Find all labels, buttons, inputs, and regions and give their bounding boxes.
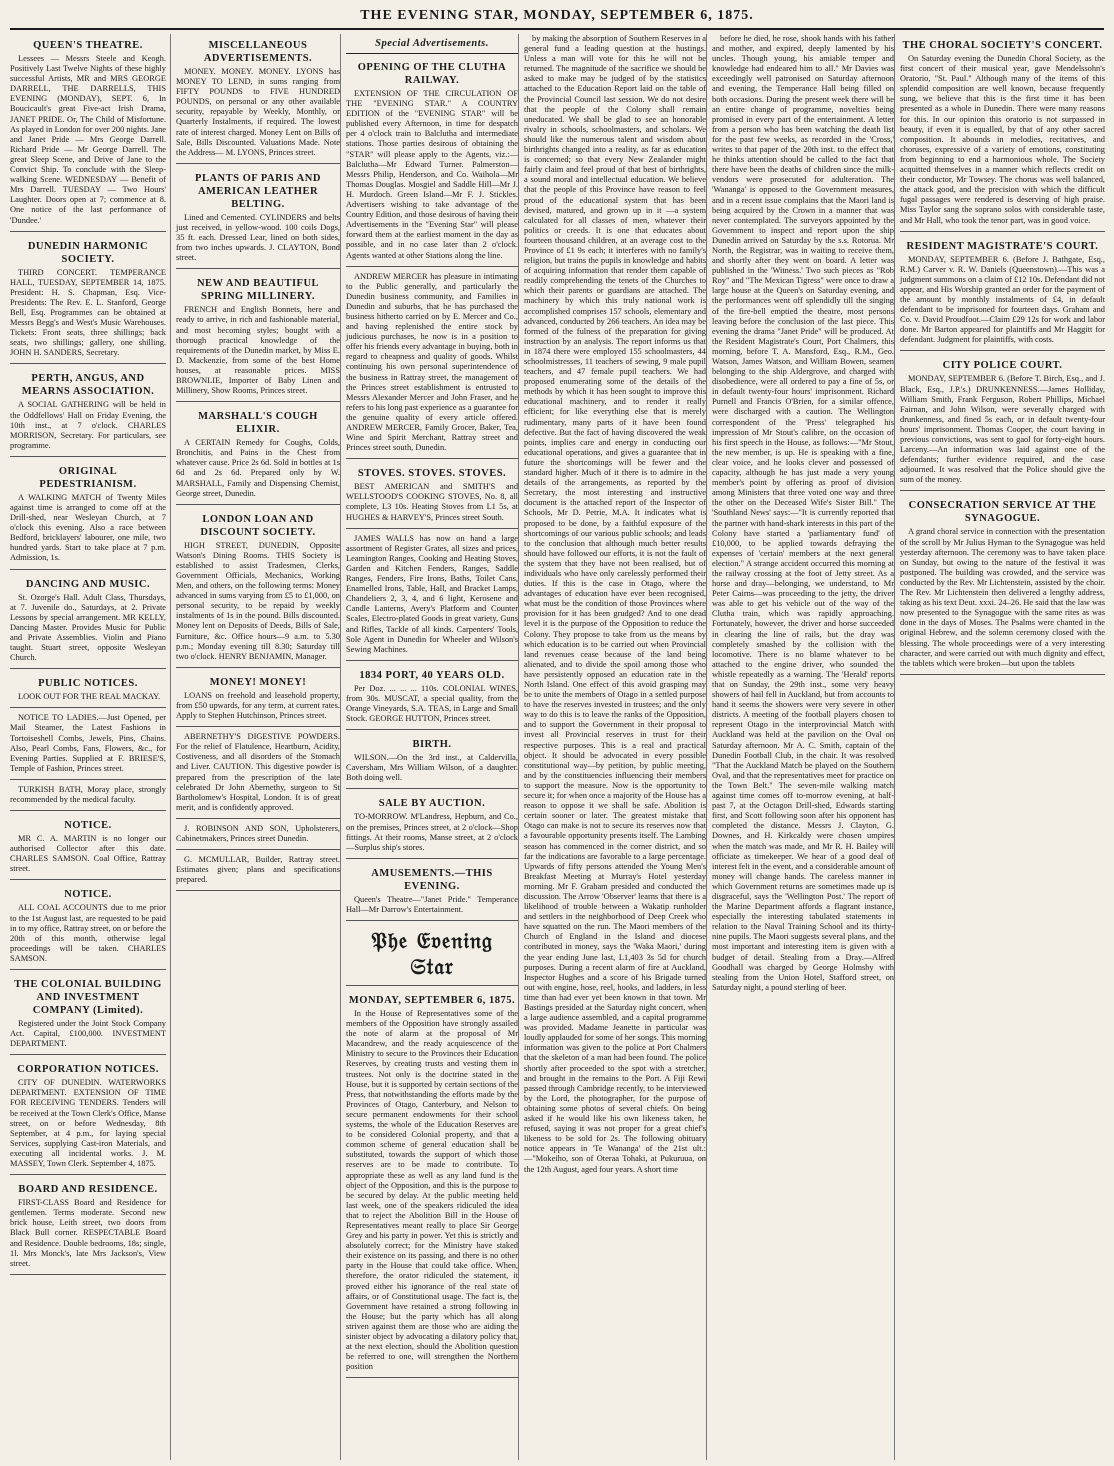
block-text: Registered under the Joint Stock Company Act. Capital, £100,000. INVESTMENT DEPARTMENT. (10, 1019, 166, 1049)
block-heading: NEW AND BEAUTIFUL SPRING MILLINERY. (196, 278, 320, 303)
block-text: Queen's Theatre—"Janet Pride." Temperance Hall—Mr Darrow's Entertainment. (346, 894, 518, 914)
block-text: WILSON.—On the 3rd inst., at Caldervilla, Caversham, Mrs William Wilson, of a daughter. Both doing well. (346, 753, 518, 783)
advertisement-block (176, 730, 340, 819)
advertisement-block (10, 973, 166, 1055)
advertisement-block (346, 862, 518, 921)
block-text: A SOCIAL GATHERING will be held in the Oddfellows' Hall on Friday Evening, the 10th inst., at 7 o'clock. CHARLES MORRISON, Secretary. For particulars, see programme. (10, 400, 166, 450)
advertisement-block (346, 532, 518, 661)
block-heading: DANCING AND MUSIC. (25, 578, 151, 590)
block-text: FRENCH and English Bonnets, here and ready to arrive, in rich and fashionable material, and most becoming styles; bought with a thorough practical knowledge of the requirements of the Dunedin market, by Miss E. D. Mackenzie, from some of the best Home houses, at reasonable prices. MISS BROWNLIE, Importer of Baby Linen and Millinery, Show Rooms, Princes street. (176, 305, 340, 396)
block-heading: THE COLONIAL BUILDING AND INVESTMENT COMPANY (Limited). (14, 979, 162, 1016)
advertisement-block (10, 573, 166, 670)
advertisement-block (176, 853, 340, 891)
block-heading: BIRTH. (412, 739, 452, 751)
advertisement-block (346, 924, 518, 986)
block-text: MONEY. MONEY. MONEY. LYONS has MONEY TO LEND, in sums ranging from FIFTY POUNDS to FIVE HUNDRED POUNDS, on personal or any other available security, repayable by Weekly, Monthly, or Quarterly Instalments, if required. The lowest rate of interest charged. Money Lent on Bills of Sale, Bills Discounted. Valuations Made. Note the Address— M. LYONS, Princes street. (176, 67, 340, 157)
block-heading: AMUSEMENTS.—THIS EVENING. (371, 867, 493, 892)
masthead (10, 6, 1104, 30)
advertisement-block (10, 883, 166, 970)
block-text: EXTENSION OF THE CIRCULATION OF THE "EVENING STAR." A COUNTRY EDITION of the "EVENING STAR" will be published every Afternoon, in time for despatch per 4 o'clock train to Balclutha and intermediate stations. Those parties desirous of obtaining the "STAR" will please apply to the Agents, viz.:— Balclutha—Mr Edward Turner. Palmerston—Messrs Philip, Henderson, and Co. Waihola—Mr Thomas Douglas. Mosgiel and Saddle Hill—Mr J. H. Murdoch. Green Island—Mr F. J. Stickles. Advertisers wishing to take advantage of the Country Edition, and those desirous of having their Advertisements in the "Evening Star" will please forward them at the earliest moment in the day as possible, and in no case later than 2 o'clock. Agents wanted at other Stations along the line. (346, 89, 518, 260)
advertisement-block (10, 1178, 166, 1275)
block-text: MONDAY, SEPTEMBER 6. (Before T. Birch, Esq., and J. Black, Esq., J.P.'s.) DRUNKENNESS.—James Holliday, William Smith, Frank Ferguson, Robert Phillips, Michael Fairnan, and John Wilson, were severally charged with drunkenness, and fined 5s each, or in default twenty-four hours' imprisonment. Thomas Cooper, the court having in previous convictions, was sent to gaol for forty-eight hours. Larceny.—An information was laid against one of the defendants; further evidence required, and the case adjourned. It was resolved that the Police should give the sum of the money. (900, 374, 1105, 485)
block-heading: STOVES. STOVES. STOVES. (357, 468, 507, 480)
block-heading: CONSECRATION SERVICE AT THE SYNAGOGUE. (908, 500, 1097, 525)
advertisement-block (346, 733, 518, 789)
advertisement-block (346, 792, 518, 858)
block-heading: ORIGINAL PEDESTRIANISM. (39, 465, 137, 490)
block-text: G. MCMULLAR, Builder, Rattray street. Estimates given; plans and specifications prepared. (176, 855, 340, 885)
advertisement-block (176, 405, 340, 505)
block-text: THIRD CONCERT. TEMPERANCE HALL, TUESDAY, SEPTEMBER 14, 1875. President: H. S. Chapman, Esq. Vice-Presidents: The Rev. E. L. Stanford, George Bell, Esq. Programmes can be obtained at Messrs Begg's and West's Music Warehouses. Tickets: Front seats, three shillings; back seats, two shillings; gallery, one shilling. JOHN H. SANDERS, Secretary. (10, 267, 166, 358)
block-heading: LONDON LOAN AND DISCOUNT SOCIETY. (200, 513, 316, 538)
block-heading: MONEY! MONEY! (209, 676, 307, 688)
block-text: CITY OF DUNEDIN. WATERWORKS DEPARTMENT. EXTENSION OF TIME FOR RECEIVING TENDERS. Tenders will be received at the Town Clerk's Office, Manse street, on or before Wednesday, 8th September, at 4 p.m., for laying special Services, supplying Cast-iron Materials, and executing all incidental works. J. M. MASSEY, Town Clerk. September 4, 1875. (10, 1078, 166, 1169)
block-text: ALL COAL ACCOUNTS due to me prior to the 1st August last, are requested to be paid in to my office, Rattray street, on or before the 20th of this month, otherwise legal proceedings will be taken. CHARLES SAMSON. (10, 903, 166, 963)
block-text: TURKISH BATH, Moray place, strongly recommended by the medical faculty. (10, 784, 166, 804)
advertisement-block (176, 671, 340, 727)
advertisement-block (176, 822, 340, 850)
block-heading: PUBLIC NOTICES. (38, 678, 138, 690)
advertisement-block (10, 711, 166, 780)
columns (10, 34, 1104, 1460)
block-heading: NOTICE. (64, 820, 112, 832)
advertisement-block (346, 989, 518, 1378)
block-heading: NOTICE. (64, 889, 112, 901)
block-heading: QUEEN'S THEATRE. (33, 40, 143, 51)
advertisement-block (10, 34, 166, 232)
block-text: J. ROBINSON AND SON, Upholsterers, Cabinetmakers, Princes street Dunedin. (176, 823, 340, 843)
section-heading: Special Advertisements. (375, 38, 489, 49)
block-text: ABERNETHY'S DIGESTIVE POWDERS. For the relief of Flatulence, Heartburn, Acidity, Costiveness, and all disorders of the Stomach and Liver. CAUTION. This digestive powder is prepared from the prescription of the late celebrated Dr John Abernethy, surgeon to St Bartholomew's Hospital, London. It is of great merit, and is confidently approved. (176, 732, 340, 812)
block-text: FIRST-CLASS Board and Residence for gentlemen. Terms moderate. Second new brick house, Leith street, two doors from Black Bull corner. RESPECTABLE Board and Residence. Double bedrooms, 18s; single, 1l. Mrs Monck's, late Mrs Jackson's, View street. (10, 1198, 166, 1268)
advertisement-block (10, 672, 166, 708)
block-text: ANDREW MERCER has pleasure in intimating to the Public generally, and particularly the Dunedin business community, and Families in Dunedin and suburbs, that he has purchased the business hitherto carried on by E. Mercer and Co., and having replenished the entire stock by judicious purchases, he now is in a position to offer his friends every advantage in buying, both in regard to cheapness and quality of goods. Whilst continuing his own personal superintendence of the business in Rattray street, the management of the Princes street establishment is entrusted to Messrs Alexander Mercer and John Fraser, and he refers to his long past experience as a guarantee for the genuine quality of every article offered. ANDREW MERCER, Family Grocer, Baker, Tea, Wine and Spirit Merchant, Rattray street and Princes street south, Dunedin. (346, 271, 518, 453)
block-text: MONDAY, SEPTEMBER 6. (Before J. Bathgate, Esq., R.M.) Carver v. R. W. Daniels (Queenstown).—This was a judgment summons on a claim of £12 10s. Defendant did not appear, and His Worship granted an order for the payment of the amount by monthly instalments of £4, in default defendant to be imprisoned for fourteen days. Graham and Co. v. David Proudfoot.—Claim £29 12s for work and labor done. Mr Barton appeared for plaintiffs and Mr Haggitt for defendant. Judgment for plaintiffs, with costs. (900, 254, 1105, 345)
block-text: BEST AMERICAN and SMITH'S and WELLSTOOD'S COOKING STOVES, No. 8, all complete, L3 10s. Heating Stoves from L1 5s, at HUGHES & HARVEY'S, Princes street South. (346, 482, 518, 522)
advertisement-block (10, 460, 166, 570)
block-heading: BOARD AND RESIDENCE. (18, 1184, 158, 1196)
advertisement-block (10, 235, 166, 365)
advertisement-block (176, 34, 340, 164)
block-text: MR C. A. MARTIN is no longer our authorised Collector after this date. CHARLES SAMSON. Coal Office, Rattray street. (10, 834, 166, 874)
advertisement-block (176, 272, 340, 402)
block-text: In the House of Representatives some of the members of the Opposition have strongly assailed the note of alarm at the proposal of Mr Macandrew, and the ready acquiescence of the Ministry to secure to the Provinces their Education Reserves, by creating trusts and vesting them in trustees. Not only is the doctrine stated in the House, but it is supported by certain sections of the Press, that notwithstanding the efforts made by the Provinces of Otago, Canterbury, and Nelson to secure permanent endowments for their school systems, the whole of the Education Reserves are to be considered Colonial property, and that a common scheme of general education shall be substituted, towards the support of which those reserves are to be made to contribute. To appropriate these as well as any land fund is the object of the Opposition, and this is the purpose to be secured by delay. At the public meeting held last week, one of the speakers ridiculed the idea that to reject the Abolition Bill in the House of Representatives meant really to place Sir George Grey and his party in power. Yet this is strictly and absolutely correct; for the Ministry have staked their existence on its passing, and there is no other party in the House that could take office. When, therefore, the orator ridiculed the statement, it proved either his ignorance of the real state of affairs, or of Constitutional usage. The fact is, the Government have retained a strong following in the House; but the party which has all along striven against them are those who are aiding the sinister object by advocating a dilatory policy that, at the next election, should the Abolition question be referred to one, will strengthen the Northern position (346, 1009, 518, 1372)
advertisement-block (900, 235, 1105, 352)
block-text: LOANS on freehold and leasehold property, from £50 upwards, for any term, at current rates. Apply to Stephen Hutchinson, Princes street. (176, 690, 340, 721)
advertisement-block (346, 664, 518, 730)
article-text: before he died, he rose, shook hands with his father and mother, and expired, deeply lamented by his uncles. Though young, his amiable temper and knowledge had endeared him to all." Mr Davies was exceedingly well patronised on Saturday afternoon and evening, the Temperance Hall being filled on both occasions. During the present week there will be an entire change of programme, novelties being promised in every part of the entertainment. A letter from a person who has been watching the death list for the past few weeks, as recorded in the 'Cross,' writes to that paper of the 20th inst. to the effect that he thinks attention should be called to the fact that there have been the deaths of children since the milk-vendors were prosecuted for adulteration. The 'Wananga' is opposed to the Government measures, and in a recent issue complains that the Maori land is being acquired by the Crown in a manner that was never contemplated. The surveyors appointed by the Government to inspect and report upon the ship Dunedin arrived on Saturday by the s.s. Rotorua. Mr North, the Registrar, was in waiting to receive them, and shortly after they went on board. A letter was published in the 'Witness.' Two such pieces as "Rob Roy" and "The Mexican Tigress" were once to draw a large house at the Queen's on Saturday evening, and the performances went off splendidly till the singing of the fire-bell emptied the theatre, most persons leaving before the conclusion of the last piece. This evening the drama "Janet Pride" will be produced. At the Resident Magistrate's Court, Port Chalmers, this morning, before T. A. Mansford, Esq., R.M., Geo. Watson, James Watson, and William Bowen, seamen belonging to the ship Aldergrove, and charged with disobedience, were all ordered to pay a fine of 5s, or in default twenty-four hours' imprisonment. Richard Purnell and Francis O'Brien, for a similar offence, were discharged with a caution. The Wellington correspondent of the 'Press' telegraphed his impression of Mr Stout's calibre, on the occasion of his first speech in the House, as follows:—"Mr Stout, the new member, is up. He is speaking with a fine, clear voice, and he looks clever and possessed of capacity, although he has just made a very young member's point by offering as proof of division among Ministers that three voted one way and three the other on the Deceased Wife's Sister Bill." The 'Southland News' says:—"It is currently reported that the partner with hand-shark interests in this part of the Colony have started a 'parliamentary fund' of £10,000, to be applied towards defraying the expenses of 'certain' members at the next general election." A strange accident occurred this morning at the railway crossing at the foot of Jetty street. As a horse and dray—belonging, we understand, to Mr Peter Cairns—was proceeding to the jetty, the driver was able to get his vehicle out of the way of the Clutha train, which was rapidly approaching. Fortunately, however, the driver and horse succeeded in clearing the line of rails, but the dray was completely smashed by the collision with the locomotive. There is no blame whatever to be attached to the engine driver, who sounded the whistle repeatedly as a warning. The 'Herald' reports that on Sunday, the 29th inst., some very heavy showers of hail fell in Auckland, but from accounts to hand it seems the showers were very severe in other districts. A meeting of the football players chosen to represent Otago in the interprovincial Match with Auckland was held at the pavilion on the Oval on Saturday afternoon. Mr A. C. Smith, captain of the Dunedin Football Club, in the chair. It was resolved "That the Auckland Match be played on the Southern Oval, and that the representatives meet for practice on the Town Belt." The seven-mile walking match against time comes off to-morrow evening, at half-past 7, at the Octagon Drill-shed, Edwards starting first, and Scott following soon after his opponent has completed the distance. Messrs J. Clayton, G. Downes, and H. Kirkcaldy were chosen umpires when the match was made, and Mr R. H. Bailey will officiate as timekeeper. We hear of a good deal of interest felt in the event, and a considerable amount of money will change hands. The careless manner in which Government returns are sometimes made up is disgraceful, says the 'Wellington Post.' The report of the Marine Department affords a flagrant instance, especially the interesting tabulated statements in relation to the Naval Training School and its thirty-nine pupils. The Maori suggests several plans, and the most important and interesting item is given with a budget of detail. Stealing from a Dray.—Alfred Goodhall was charged by George Holmsby with stealing from the Union Hotel, Stafford street, on Saturday night, a pound sterling of beer. (712, 34, 894, 992)
block-text: LOOK OUT FOR THE REAL MACKAY. (18, 692, 161, 702)
advertisement-block (10, 783, 166, 811)
column-6 (894, 34, 1105, 1460)
block-heading: MISCELLANEOUS ADVERTISEMENTS. (203, 40, 313, 64)
block-text: JAMES WALLS has now on hand a large assortment of Register Grates, all sizes and prices, Leamington Ranges, Cooking and Heating Stoves, Garden and Kitchen Fenders, Ranges, Saddle Ranges, Fenders, Fire Irons, Baths, Toilet Cans, Enamelled Irons, Table, Hall, and Bracket Lamps, Chandeliers 2, 3, 4, and 6 light, Kerosene and Candle Lanterns, Avery's Platform and Counter Scales, Electro-plated Goods in great variety, Guns and Rifles, Tackle of all kinds. Carpenters' Tools, Sole Agent in Dunedin for Wheeler and Wilson's Sewing Machines. (346, 533, 518, 654)
block-text: Per Doz. ... ... ... 110s. COLONIAL WINES, from 30s. MUSCAT, a special quality, from the Orange Vineyards, S.A. TEAS, in Large and Small Stock. GEORGE HUTTON, Princes street. (346, 683, 518, 724)
block-text: HIGH STREET, DUNEDIN, Opposite Watson's Dining Rooms. THIS Society is established to assist Tradesmen, Clerks, Government Officials, Mechanics, Working Men, and others, on the following terms: Money advanced in sums varying from £5 to £1,000, on personal security, to be repaid by weekly instalments of 1s in the pound. Bills discounted. Money lent on Deposits of Deeds, Bills of Sale, Furniture, &c. Office hours—9 a.m. to 5.30 p.m.; Monday evening till 8.30; Saturday till two o'clock. HENRY BENJAMIN, Manager. (176, 540, 340, 661)
block-heading: THE CHORAL SOCIETY'S CONCERT. (902, 40, 1103, 51)
block-heading: OPENING OF THE CLUTHA RAILWAY. (357, 62, 507, 86)
advertisement-block (176, 508, 340, 668)
column-4 (518, 34, 706, 1460)
article-text: by making the absorption of Southern Reserves in a general fund a leading question at the hustings. Unless a man will vote for this he will not be returned. The magnitude of the sacrifice we should be asked to make may be judged of by the statistics attached to the Education Report laid on the table of the Provincial Council last session. We do not desire that the people of the Colony shall remain uneducated. We shall be glad to see an honorable rivalry in schools, schoolmasters, and scholars. We should like the numerous talent and wisdom about birthrights changed into a reality, as far as education is concerned; so that every New Zealander might fairly claim and feel proud of that best of birthrights, a sound moral and intellectual education. We believe that the people of this Province have reason to feel proud of the educational system that has been devised, matured, and grown up in it —a system calculated for all classes of men, whatever their politics or creeds. It is one that educates about fourteen thousand children, at an average cost to the Province of £1 9s each; it interferes with no family's religion, but trains the pupils in knowledge and habits of acquiring information that render them capable of readily comprehending the tenets of the Churches to which their parents or guardians are attached. The machinery by which this truly national work is accomplished comprises 157 schools, elementary and advanced, conducted by 266 teachers. An idea may be formed of the fulness of the preparation for giving instruction by an analysis. The report informs us that in 1874 there were employed 155 schoolmasters, 44 schoolmistresses, 11 teachers of sewing, 9 male pupil teachers, and 47 female pupil teachers. We had proposed enumerating some of the details of the methods by which it has been sought to improve this educational machinery, and to render it really efficient; for like everything else that is merely rudimentary, many parts of it have been found defective. But the fact of having discovered the weak points, implies care and energy in conducting our educational operations, and gives a guarantee that in future the shortcomings will be fewer and the standard higher. Much of it there is to admire in the details of the arrangements, as reported by the Secretary, the most interesting and instructive document is the attached report of the Inspector of Schools, Mr D. Petrie, M.A. It indicates what is proposed to be done, by a faithful exposure of the shortcomings of our various public schools; and leads to the conclusion that although much better results should have followed our efforts, it is not the fault of the system that they have not been realised, but of individuals who have only carelessly performed their duties. If this is the case in Otago, where the advantages of education have ever been recognised, what must be the condition of those Provinces where provision for it has been grudged? And to one dead level it is the purpose of the Opposition to reduce the Colony. They propose to take from us the means by which education is to be carried out when Provincial land revenues cease because of the land being alienated, and to divide the spoil among those who have persistently opposed an education rate in the North Island. One effect of this avoid grasping may be to unite the members of Otago in a settled purpose to have the reserves invested in trustees; and the only way to do this is to leave the ranks of the Opposition, and to support the Government in their proposal to invest all Provincial reserves in trust for their respective purposes. This is a real and practical object. It should be advocated in every possible constitutional way—by petition, by public meeting, and by the constituencies influencing their members to support the measure. Now is the opportunity to secure it; for when once a majority of the House has a reason to oppose it we shall be safe. Abolition is certain sooner or later. The greatest mistake that Otago can make is not to secure its reserves now that a favourable opportunity presents itself. The Lambing season has commenced in the corner district, and so far the indications are favorable to a large percentage. Upwards of fifty persons attended the Young Men's Breakfast Meeting at Murray's Hotel yesterday morning. Mr F. Graham presided and conducted the discussion. The Arrow 'Observer' learns that there is a likelihood of trouble between a Wakatip runholder and settlers in the neighborhood of Deep Creek who have squatted on the run. The Maori members of the Church of England in the Island and diocese contributed in money, says the 'Waka Maori,' during the year ending June last, L1,403 3s 5d for church purposes. During a recent alarm of fire at Auckland, Inspector Hughes and a score of his Brigade turned out with engine, hose, reel, hooks, and ladders, in less time than had ever yet been known in that town. Mr Bastings presided at the Saturday night concert, when a large audience assembled, and a capital programme was provided. Madame Jeanette in particular was loudly applauded for some of her songs. This morning information was given to the police at Port Chalmers that the skeleton of a man had been found. The police shortly after proceeded to the spot with a stretcher, and brought in the remains to the Port. A Fiji Rewi passed through Cambridge recently, to be interviewed by the Lord, the photographer, for the purpose of obtaining some photos of several chiefs. On being asked if he would like his own likeness taken, he refused, saying it was not proper for a great chief's likeness to be sold for 2s. The following obituary notice appears in 'Te Wananga' of the 21st ult.:—"Mokeiho, son of Oteraa Tohaki, at Pukuruua, on the 12th August, aged four years. A short time (524, 34, 706, 1174)
block-heading: MONDAY, SEPTEMBER 6, 1875. (348, 995, 516, 1006)
block-text: A CERTAIN Remedy for Coughs, Colds, Bronchitis, and Pains in the Chest from whatever cause. Price 2s 6d. Sold in bottles at 1s 6d and 2s 6d. Prepared only by W. MARSHALL, Family and Dispensing Chemist, George street, Dunedin. (176, 438, 340, 498)
advertisement-block (10, 1058, 166, 1175)
advertisement-block (10, 367, 166, 456)
column-5 (706, 34, 894, 1460)
advertisement-block (346, 462, 518, 528)
advertisement-block (346, 270, 518, 460)
advertisement-block (10, 814, 166, 880)
advertisement-block (176, 167, 340, 269)
nameplate-logo: 𝔓𝔥𝔢 𝔈𝔳𝔢𝔫𝔦𝔫𝔤 𝔖𝔱𝔞𝔯 (371, 928, 493, 980)
block-text: On Saturday evening the Dunedin Choral Society, as the first concert of their musical year, gave Mendelssohn's Oratorio, "St. Paul." Although many of the items of this splendid composition are well known, because frequently sung, we believe that this is the first time it has been presented as a whole in Dunedin. There were many reasons for this. In our opinion this oratorio is not surpassed in beauty, if even it is equalled, by that of any other sacred composition. It abounds in melodies, recitatives, and choruses, expressive of a variety of emotions, constituting from beginning to end a harmonious whole. The Society acquitted themselves in a manner which reflects credit on their conductor, Mr Towsey. The chorus was well balanced, the attack good, and the precision with which the difficult fugal passages were rendered is deserving of high praise. Miss Taylor sang the soprano solos with considerable taste, and Mr Hall, who took the tenor part, was in good voice. (900, 54, 1105, 225)
block-heading: PLANTS OF PARIS AND AMERICAN LEATHER BELTING. (195, 172, 321, 210)
advertisement-block (900, 494, 1105, 674)
block-text: A grand choral service in connection with the presentation of the scroll by Mr Julius Hyman to the Synagogue was held yesterday afternoon. The ceremony was to have taken place on Sunday, but owing to the nature of the festival it was postponed. The building was crowded, and the service was conducted by the Rev. Mr Lichtenstein, assisted by the choir. The Rev. Mr Lichtenstein then delivered a lengthy address, taking as his text Deut. xxxi. 24–26. He said that the law was now presented to the Synagogue with the same rites as was done in the days of Moses. The Psalms were chanted in the original Hebrew, and the solemn ceremony closed with the blessing. The whole proceedings were of a very interesting character, and were carried out with much dignity and effect, the tablets which were broken—but upon the tablets (900, 527, 1105, 668)
block-heading: MARSHALL'S COUGH ELIXIR. (198, 411, 318, 436)
block-heading: 1834 PORT, 40 YEARS OLD. (359, 669, 505, 681)
column-3 (340, 34, 518, 1460)
block-heading: DUNEDIN HARMONIC SOCIETY. (27, 240, 149, 265)
column-2 (170, 34, 340, 1460)
masthead-title: THE EVENING STAR, MONDAY, SEPTEMBER 6, 1875. (360, 8, 754, 23)
divider (346, 53, 518, 54)
block-text: NOTICE TO LADIES.—Just Opened, per Mail Steamer, the Latest Fashions in Tortoiseshell Combs, Jewels, Pins, Chains. Also, Pearl Combs, Fans, Flowers, &c., for Evening Parties. Supplied at F. BRIESE'S, Temple of Fashion, Princes street. (10, 713, 166, 773)
column-1 (10, 34, 166, 1460)
block-heading: CITY POLICE COURT. (942, 360, 1063, 372)
advertisement-block (900, 354, 1105, 491)
block-text: St. Ozorge's Hall. Adult Class, Thursdays, at 7. Juvenile do., Saturdays, at 2. Private Lessons by special arrangement. MR KELLY, Dancing Master. Provides Music for Public and Private Assemblies. Violin and Piano taught. Stuart street, opposite Wesleyan Church. (10, 592, 166, 663)
advertisement-block (346, 56, 518, 267)
block-heading: PERTH, ANGUS, AND MEARNS ASSOCIATION. (21, 373, 155, 398)
block-heading: CORPORATION NOTICES. (17, 1064, 159, 1076)
block-heading: RESIDENT MAGISTRATE'S COURT. (906, 240, 1099, 252)
block-text: Lined and Cemented. CYLINDERS and belts just received, in yellow-wood. 100 coils Dogs, 35 ft. each. Dressed Lear, lined on both sides, from two inches upwards. J. CLAYTON, Bond street. (176, 212, 340, 263)
block-text: A WALKING MATCH of Twenty Miles against time is arranged to come off at the Drill-shed, near Wesleyan Church, at 7 o'clock this evening. Also a race between Bedford, bricklayers' labourer, one mile, two hundred yards. Start to take place at 7 p.m. Admission, 1s. (10, 492, 166, 563)
block-text: Lessees — Messrs Steele and Keogh. Positively Last Twelve Nights of these highly successful Artists, MR and MRS GEORGE DARRELL, THE DARRELLS, THIS EVENING (MONDAY), SEPT. 6, In Boucicault's great Five-act Irish Drama, JANET PRIDE. Or, The Child of Misfortune. As played in London for over 200 nights. Jane and Janet Pride — Mrs George Darrell. Richard Pride — Mr George Darrell. The great Sleep Scene, and Drive of Jane to the Convict Ship. To conclude with the Sleep-walking Scene. WEDNESDAY — Benefit of Mrs Darrell. TUESDAY — Two Hours' Laughter. Doors open at 7; commence at 8. One notice of the last performance of 'Dundee.' (10, 54, 166, 225)
block-text: TO-MORROW. M'Landress, Hepburn, and Co., on the premises, Princes street, at 2 o'clock—Shop fittings. At their rooms, Manse street, at 2 o'clock—Surplus ship's stores. (346, 812, 518, 852)
block-heading: SALE BY AUCTION. (378, 798, 486, 810)
advertisement-block (900, 34, 1105, 232)
